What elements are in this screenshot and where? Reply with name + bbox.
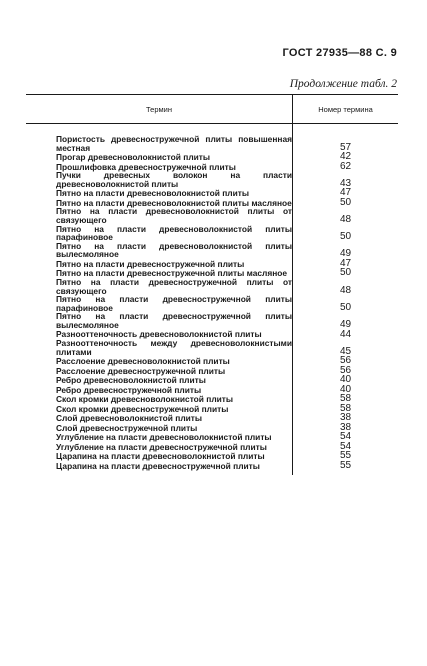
term-cell: Ребро древесностружечной плиты — [26, 385, 293, 395]
term-number-cell: 54 — [339, 431, 352, 443]
term-number-cell: 56 — [339, 355, 352, 367]
term-cell: Прошлифовка древесностружечной плиты — [26, 162, 293, 172]
term-number-cell: 55 — [339, 450, 352, 462]
table-row — [26, 312, 398, 329]
term-number-cell: 48 — [339, 284, 352, 296]
term-number-cell: 50 — [339, 267, 352, 279]
term-cell: Пятно на пласти древесноволокнистой плиты парафиновое — [26, 225, 293, 242]
term-cell: Разнооттеночность между древесноволокнистыми плитами — [26, 339, 293, 356]
term-number-cell: 54 — [339, 440, 352, 452]
term-cell: Пористость древесностружечной плиты повышенная местная — [26, 135, 293, 152]
term-cell: Расслоение древесностружечной плиты — [26, 366, 293, 376]
term-cell: Пятно на пласти древесностружечной плиты от связующего — [26, 278, 293, 295]
term-number-cell: 58 — [339, 393, 352, 405]
term-cell: Слой древесноволокнистой плиты — [26, 413, 293, 423]
term-number-cell: 50 — [339, 231, 352, 243]
term-cell: Прогар древесноволокнистой плиты — [26, 152, 293, 162]
table-row — [26, 207, 398, 224]
table-continuation-label: Продолжение табл. 2 — [289, 78, 397, 90]
term-cell: Пятно на пласти древесностружечной плиты масляное — [26, 268, 293, 278]
table-row — [26, 171, 398, 188]
column-header-number: Номер термина — [293, 95, 399, 124]
term-number-cell: 44 — [339, 328, 352, 340]
term-number-cell: 50 — [339, 301, 352, 313]
term-cell: Царапина на пласти древесноволокнистой плиты — [26, 451, 293, 461]
term-number-cell: 42 — [339, 151, 352, 163]
table-row — [26, 135, 398, 152]
term-cell: Пятно на пласти древесностружечной плиты вылесмоляное — [26, 312, 293, 329]
term-cell: Царапина на пласти древесностружечной плиты — [26, 461, 293, 471]
term-number-cell: 38 — [339, 412, 352, 424]
term-number-cell: 49 — [339, 248, 352, 260]
table-row — [26, 339, 398, 356]
term-number-cell: 43 — [339, 177, 352, 189]
term-number-cell: 47 — [339, 257, 352, 269]
page-header: ГОСТ 27935—88 С. 9 — [282, 47, 397, 59]
table-row — [26, 278, 398, 295]
term-cell: Пятно на пласти древесностружечной плиты — [26, 259, 293, 269]
term-number-cell: 40 — [339, 383, 352, 395]
term-cell: Слой древесностружечной плиты — [26, 423, 293, 433]
table-row — [26, 295, 398, 312]
column-header-term: Термин — [26, 95, 293, 124]
term-number-cell: 58 — [339, 402, 352, 414]
term-number-cell: 47 — [339, 187, 352, 199]
term-cell: Пятно на пласти древесноволокнистой плиты вылесмоляное — [26, 242, 293, 259]
term-number-cell: 62 — [339, 160, 352, 172]
term-cell: Углубление на пласти древесноволокнистой плиты — [26, 432, 293, 442]
term-cell: Пятно на пласти древесноволокнистой плиты — [26, 188, 293, 198]
table-body — [26, 124, 398, 476]
term-cell: Ребро древесноволокнистой плиты — [26, 375, 293, 385]
term-cell: Скол кромки древесноволокнистой плиты — [26, 394, 293, 404]
term-cell: Пятно на пласти древесноволокнистой плиты масляное — [26, 198, 293, 208]
term-number-cell: 48 — [339, 214, 352, 226]
table-row — [26, 225, 398, 242]
term-number-cell: 50 — [339, 196, 352, 208]
terms-table — [26, 94, 398, 475]
term-cell: Углубление на пласти древесностружечной плиты — [26, 442, 293, 452]
term-number-cell: 40 — [339, 374, 352, 386]
table-row — [26, 242, 398, 259]
term-cell: Расслоение древесноволокнистой плиты — [26, 356, 293, 366]
term-cell: Разнооттеночность древесноволокнистой плиты — [26, 330, 293, 340]
term-number-cell: 45 — [339, 345, 352, 357]
term-number-cell: 49 — [339, 319, 352, 330]
term-number-cell: 57 — [339, 141, 352, 153]
table-row — [26, 461, 398, 471]
term-cell: Пятно на пласти древесностружечной плиты парафиновое — [26, 295, 293, 312]
table-header — [26, 95, 398, 124]
term-cell: Скол кромки древесностружечной плиты — [26, 404, 293, 414]
term-cell: Пучки древесных волокон на пласти древесноволокнистой плиты — [26, 171, 293, 188]
term-number-cell: 56 — [339, 364, 352, 376]
term-number-cell: 38 — [339, 421, 352, 433]
term-number-cell: 55 — [339, 459, 352, 471]
term-cell: Пятно на пласти древесноволокнистой плиты от связующего — [26, 207, 293, 224]
